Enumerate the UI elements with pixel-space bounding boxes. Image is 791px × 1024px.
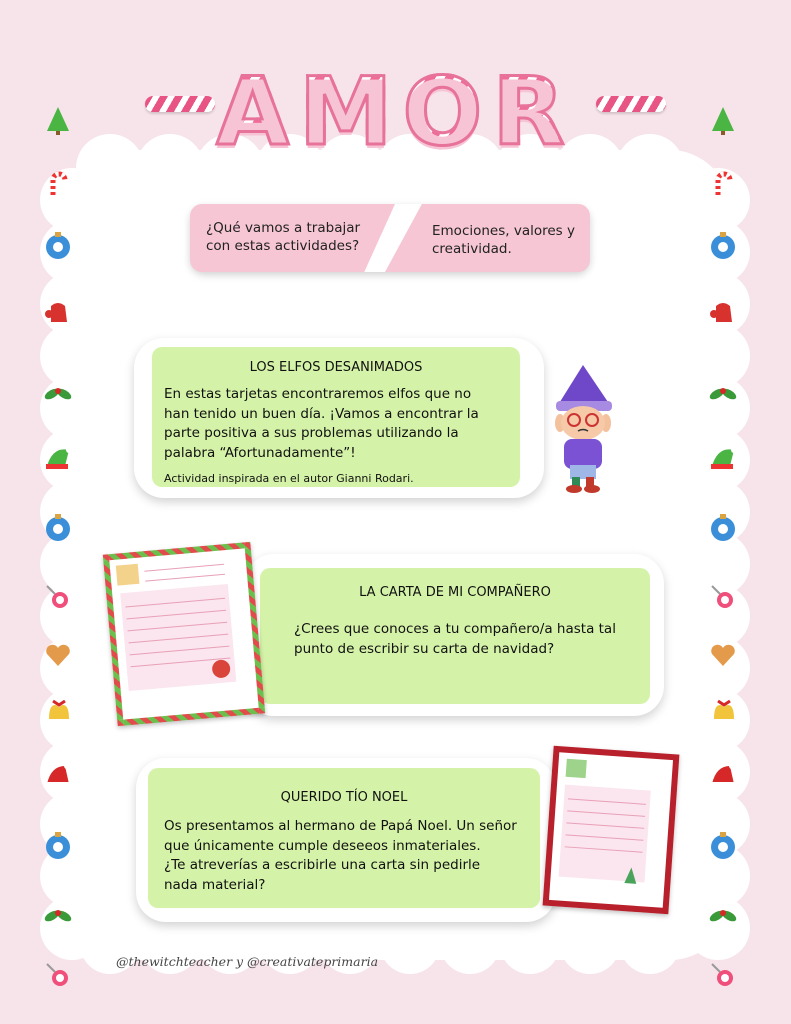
question-banner: [190, 204, 590, 272]
letter-lines: [550, 752, 661, 895]
lollipop-icon: [43, 582, 73, 612]
letter-template-thumbnail: [103, 542, 265, 726]
ornament-icon: [43, 830, 73, 860]
description-line: Os presentamos al hermano de Papá Noel. Un señor: [164, 818, 517, 834]
title-area: [0, 58, 791, 168]
christmas-tree-icon: [43, 105, 73, 135]
holly-icon: [708, 378, 738, 408]
elf-hat-icon: [708, 442, 738, 472]
letter-template-thumbnail: [543, 746, 680, 914]
holly-icon: [708, 900, 738, 930]
mitten-icon: [708, 300, 738, 330]
letter-lines: [109, 549, 245, 707]
holly-icon: [43, 900, 73, 930]
christmas-tree-icon: [708, 105, 738, 135]
ornament-icon: [708, 830, 738, 860]
activity-description: [164, 817, 544, 895]
author-credit: @thewitchteacher y @creativateprimaria: [116, 954, 379, 969]
santa-hat-icon: [708, 760, 738, 790]
ornament-icon: [708, 512, 738, 542]
bells-icon: [43, 695, 73, 725]
gingerbread-heart-icon: [43, 640, 73, 670]
description-line: palabra “Afortunadamente”!: [164, 444, 356, 461]
answer-line: Emociones, valores y: [432, 223, 575, 239]
question-text: [206, 219, 360, 255]
activity-card-carta: [244, 554, 664, 716]
ornament-icon: [43, 230, 73, 260]
cloud-bump: [500, 914, 560, 974]
description-line: ¿Crees que conoces a tu compañero/a hasta tal: [294, 621, 616, 637]
activity-card-noel: [136, 758, 556, 922]
description-line: punto de escribir su carta de navidad?: [294, 640, 555, 657]
candy-cane-icon: [43, 170, 73, 200]
ornament-icon: [708, 230, 738, 260]
description-line: han tenido un buen día. ¡Vamos a encontrar la: [164, 405, 479, 422]
lollipop-icon: [43, 960, 73, 990]
cloud-bump: [380, 914, 440, 974]
description-line: En estas tarjetas encontraremos elfos que no: [164, 386, 472, 402]
description-line: parte positiva a sus problemas utilizando la: [164, 425, 459, 441]
elf-hat-icon: [43, 442, 73, 472]
answer-text: [432, 222, 575, 258]
description-line: ¿Te atreverías a escribirle una carta sin pedirle: [164, 857, 481, 873]
elf-illustration: [548, 365, 618, 495]
gingerbread-heart-icon: [708, 640, 738, 670]
question-line: ¿Qué vamos a trabajar: [206, 220, 361, 236]
answer-line: creatividad.: [432, 241, 512, 257]
bells-icon: [708, 695, 738, 725]
candy-cane-icon: [708, 170, 738, 200]
activity-note: Actividad inspirada en el autor Gianni Rodari.: [164, 472, 414, 485]
holly-icon: [43, 378, 73, 408]
description-line: nada material?: [164, 876, 266, 893]
activity-title: LA CARTA DE MI COMPAÑERO: [359, 585, 551, 600]
cloud-bump: [620, 914, 680, 974]
lollipop-icon: [708, 582, 738, 612]
santa-hat-icon: [43, 760, 73, 790]
description-line: que únicamente cumple deseeos inmateriales.: [164, 837, 481, 854]
ornament-icon: [43, 512, 73, 542]
activity-description: [164, 385, 524, 463]
activity-title: QUERIDO TÍO NOEL: [280, 790, 408, 805]
page-title: AMOR: [216, 58, 575, 167]
question-line: con estas actividades?: [206, 238, 360, 254]
cloud-bump: [440, 914, 500, 974]
activity-title: LOS ELFOS DESANIMADOS: [249, 360, 423, 375]
mitten-icon: [43, 300, 73, 330]
activity-card-elfos: [134, 338, 544, 498]
lollipop-icon: [708, 960, 738, 990]
cloud-bump: [560, 914, 620, 974]
activity-description: [294, 620, 650, 659]
